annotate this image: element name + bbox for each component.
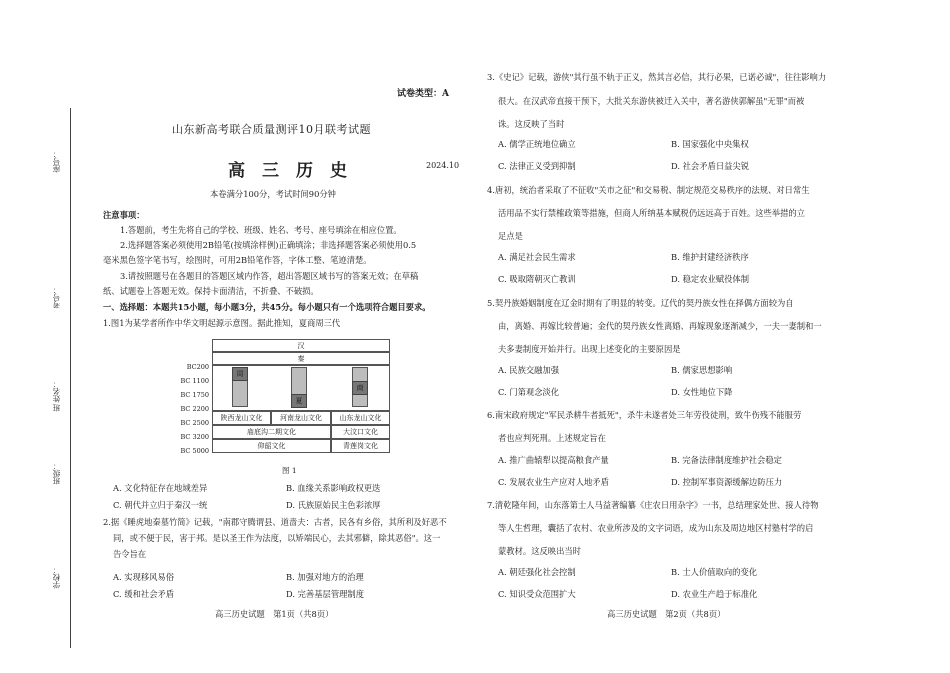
class-char-label: 班 — [52, 404, 61, 412]
option-d: D. 女性地位下降 — [671, 387, 733, 397]
question-stem: 3.《史记》记载，游侠"其行虽不轨于正义，然其言必信，其行必果，已诺必诚"，往往影响力 — [487, 72, 827, 82]
xia-label: 夏 — [291, 394, 307, 408]
option-a: A. 推广曲辕犁以提高粮食产量 — [498, 455, 609, 465]
qin-row: 秦 — [212, 352, 390, 365]
option-c: C. 门第观念淡化 — [498, 387, 560, 397]
option-c: C. 发展农业生产应对人地矛盾 — [498, 477, 609, 487]
notice-line: 1.答题前，考生先将自己的学校、班级、姓名、考号、座号填涂在相应位置。 — [120, 225, 402, 235]
option-b: B. 国家强化中央集权 — [671, 139, 749, 149]
paper-type: 试卷类型：A — [397, 89, 449, 99]
option-a: A. 儒学正统地位确立 — [498, 139, 576, 149]
option-d: D. 氏族原始民主色彩浓厚 — [286, 500, 381, 510]
option-d: D. 农业生产趋于标准化 — [671, 589, 758, 599]
shang-label: 商 — [352, 381, 368, 395]
option-a: A. 满足社会民生需求 — [498, 252, 576, 262]
y-tick: BC200 — [186, 363, 209, 371]
exam-number-label: 考号： — [52, 286, 61, 309]
culture-cell: 山东龙山文化 — [331, 411, 390, 425]
option-a: A. 民族交融加强 — [498, 365, 560, 375]
school-label: 学校： — [52, 566, 61, 589]
option-a: A. 实现移风易俗 — [113, 572, 175, 582]
question-stem: 6.南宋政府规定"军民杀耕牛者抵死"，杀牛未遂者处三年劳役徒刑，致牛伤残不能服劳 — [487, 410, 802, 420]
option-d: D. 社会矛盾日益尖锐 — [671, 161, 750, 171]
question-stem: 等人生哲理，囊括了农村、农业所涉及的文字词语，成为山东及周边地区村塾村学的启 — [498, 523, 814, 533]
option-a: A. 朝廷强化社会控制 — [498, 567, 576, 577]
y-tick: BC 1100 — [180, 377, 209, 385]
option-c: C. 吸取隋朝灭亡教训 — [498, 274, 576, 284]
notice-title: 注意事项： — [103, 210, 145, 220]
y-tick: BC 2500 — [180, 419, 209, 427]
option-b: B. 血缘关系影响政权更迭 — [286, 483, 381, 493]
question-stem: 夫多妻制度开始并行。出现上述变化的主要原因是 — [498, 344, 681, 354]
scoring-info: 本卷满分100分，考试时间90分钟 — [210, 189, 336, 199]
option-b: B. 完备法律制度维护社会稳定 — [671, 455, 782, 465]
page-footer: 高三历史试题 第1页（共8页） — [215, 609, 334, 619]
culture-cell: 陕西龙山文化 — [212, 411, 271, 425]
option-d: D. 稳定农业赋役体制 — [671, 274, 750, 284]
option-c: C. 法律正义受到抑制 — [498, 161, 576, 171]
question-stem: 由，离婚、再嫁比较普遍；金代的契丹族女性离婚、再嫁现象逐渐减少，一夫一妻制和一 — [498, 321, 822, 331]
option-c: C. 知识受众范围扩大 — [498, 589, 576, 599]
han-row: 汉 — [212, 339, 390, 352]
option-b: B. 维护封建经济秩序 — [671, 252, 749, 262]
option-d: D. 完善基层管理制度 — [286, 589, 365, 599]
option-b: B. 士人价值取向的变化 — [671, 567, 758, 577]
culture-cell: 庙底沟二期文化 — [212, 425, 331, 439]
culture-cell: 河南龙山文化 — [271, 411, 331, 425]
question-stem: 诛。这反映了当时 — [498, 119, 565, 129]
question-stem: 4.唐初，统治者采取了不征收"关市之征"和交易税、制定规范交易秩序的法规、对日常生 — [487, 185, 810, 195]
question-stem: 者也应判死刑。上述规定旨在 — [498, 433, 606, 443]
y-tick: BC 5000 — [180, 447, 209, 455]
question-stem: 活用品不实行禁榷政策等措施，但商人所纳基本赋税仍远远高于百姓。这些举措的立 — [498, 208, 805, 218]
option-b: B. 加强对地方的治理 — [286, 572, 364, 582]
question-stem: 同，或不便于民，害于邦。是以圣王作为法度，以矫端民心，去其邪僻，除其恶俗"。这一 — [113, 533, 441, 543]
question-stem: 足点是 — [498, 231, 523, 241]
zhou-label: 周 — [232, 367, 248, 381]
option-c: C. 缓和社会矛盾 — [113, 589, 175, 599]
name-label: 姓名： — [52, 380, 61, 403]
culture-cell: 大汶口文化 — [331, 425, 390, 439]
question-stem: 蒙教材。这反映出当时 — [498, 546, 581, 556]
culture-cell: 青莲岗文化 — [331, 439, 390, 453]
notice-line: 2.选择题答案必须使用2B铅笔(按填涂样例)正确填涂；非选择题答案必须使用0.5 — [120, 240, 417, 250]
question-stem: 1.图1为某学者所作中华文明起源示意图。据此推知，夏商周三代 — [103, 318, 341, 328]
grade-label: 班级： — [52, 462, 61, 485]
question-stem: 7.清乾隆年间，山东落第士人马益著编纂《庄农日用杂字》一书，总结理家处世、接人待物 — [487, 500, 819, 510]
question-stem: 5.契丹族婚姻制度在辽金时期有了明显的转变。辽代的契丹族女性在择偶方面较为自 — [487, 298, 794, 308]
option-c: C. 朝代并立归于秦汉一统 — [113, 500, 208, 510]
page-footer: 高三历史试题 第2页（共8页） — [607, 609, 726, 619]
y-tick: BC 2200 — [180, 405, 209, 413]
question-stem: 告令旨在 — [113, 549, 147, 559]
page-title: 高 三 历 史 — [228, 161, 347, 181]
y-tick: BC 3200 — [180, 433, 209, 441]
exam-date: 2024.10 — [426, 161, 460, 170]
option-b: B. 儒家思想影响 — [671, 365, 733, 375]
seat-label: 座号： — [52, 150, 61, 173]
option-d: D. 控制军事资源缓解边防压力 — [671, 477, 783, 487]
culture-cell: 仰韶文化 — [212, 439, 331, 453]
option-a: A. 文化特征存在地域差异 — [113, 483, 208, 493]
question-stem: 2.据《睡虎地秦墓竹简》记载，"南郡守腾谓县、道啬夫：古者，民各有乡俗，其所利及好恶不 — [103, 517, 447, 527]
figure-caption: 图 1 — [282, 466, 297, 475]
notice-line: 毫米黑色签字笔书写，绘图时，可用2B铅笔作答，字体工整、笔迹清楚。 — [103, 255, 372, 265]
question-stem: 很大。在汉武帝直接干预下，大批关东游侠被迁入关中，著名游侠郭解虽"无罪"而被 — [498, 96, 805, 106]
notice-line: 纸、试题卷上答题无效。保持卡面清洁，不折叠、不破损。 — [103, 286, 319, 296]
section-heading: 一、选择题：本题共15小题，每小题3分，共45分。每小题只有一个选项符合题目要求。 — [103, 302, 431, 312]
binding-line — [70, 108, 71, 648]
exam-name: 山东新高考联合质量测评10月联考试题 — [172, 123, 371, 136]
y-tick: BC 1750 — [180, 391, 209, 399]
notice-line: 3.请按照题号在各题目的答题区域内作答，超出答题区域书写的答案无效；在草稿 — [120, 271, 419, 281]
